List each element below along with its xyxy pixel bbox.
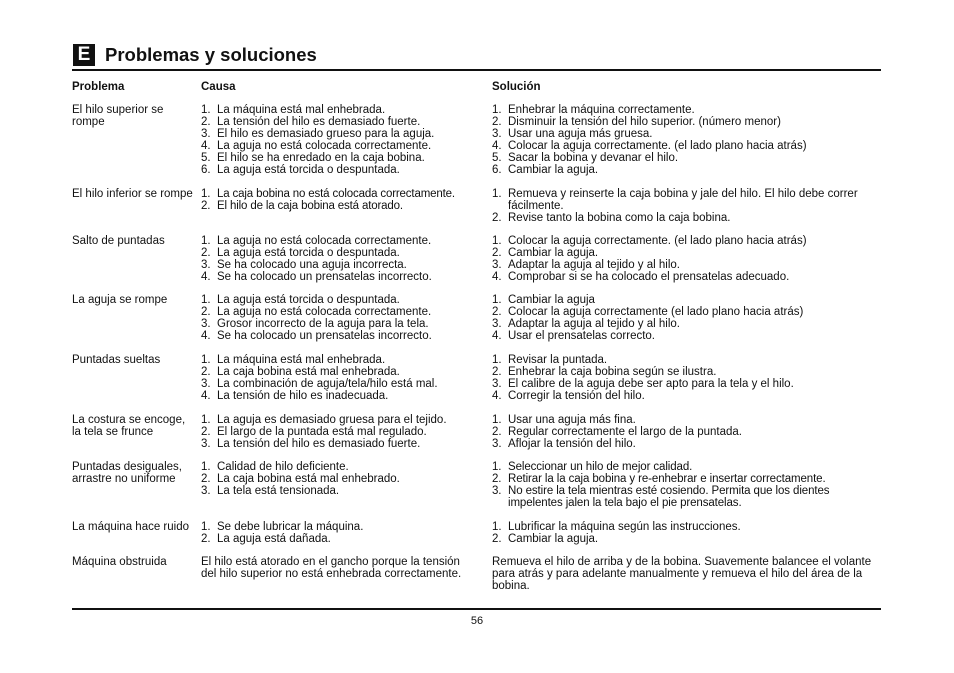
item-text: La aguja no está colocada correctamente. <box>217 306 432 318</box>
item-number: 1. <box>492 414 502 426</box>
item-text: La aguja está dañada. <box>217 533 331 545</box>
item-number: 1. <box>492 104 502 116</box>
list-item <box>201 533 489 545</box>
item-text: El hilo se ha enredado en la caja bobina. <box>217 152 425 164</box>
item-number: 1. <box>201 294 211 306</box>
item-text: La aguja está torcida o despuntada. <box>217 247 400 259</box>
list-item <box>201 473 489 485</box>
list-item <box>492 354 887 366</box>
list-item <box>492 104 887 116</box>
item-number: 3. <box>492 485 502 497</box>
item-number: 2. <box>492 366 502 378</box>
item-number: 2. <box>492 247 502 259</box>
item-text: Enhebrar la máquina correctamente. <box>508 104 695 116</box>
item-text: Lubrificar la máquina según las instrucciones. <box>508 521 741 533</box>
item-number: 2. <box>201 116 211 128</box>
item-number: 2. <box>201 473 211 485</box>
list-item <box>492 116 887 128</box>
column-header-solution: Solución <box>492 81 541 93</box>
item-text: La aguja no está colocada correctamente. <box>217 235 432 247</box>
item-text: Adaptar la aguja al tejido y al hilo. <box>508 259 680 271</box>
list-item <box>492 390 887 402</box>
list-item <box>492 426 887 438</box>
item-text: La aguja no está colocada correctamente. <box>217 140 432 152</box>
item-number: 5. <box>201 152 211 164</box>
list-item <box>201 116 489 128</box>
item-text: Se debe lubricar la máquina. <box>217 521 364 533</box>
cause-list <box>201 414 489 450</box>
item-number: 4. <box>492 390 502 402</box>
list-item <box>492 414 887 426</box>
cause-list <box>201 104 489 176</box>
item-number: 2. <box>201 200 211 212</box>
section-badge: E <box>73 44 95 66</box>
list-item <box>201 294 489 306</box>
item-text: Seleccionar un hilo de mejor calidad. <box>508 461 693 473</box>
item-text: La tensión del hilo es demasiado fuerte. <box>217 116 421 128</box>
item-number: 2. <box>201 306 211 318</box>
item-number: 3. <box>201 259 211 271</box>
item-text: Cambiar la aguja <box>508 294 595 306</box>
item-number: 4. <box>201 330 211 342</box>
cause-list <box>201 235 489 283</box>
problem-text: El hilo inferior se rompe <box>72 188 193 200</box>
list-item <box>201 104 489 116</box>
list-item <box>201 200 489 212</box>
item-text: La aguja está torcida o despuntada. <box>217 294 400 306</box>
list-item <box>492 306 887 318</box>
item-number: 3. <box>492 378 502 390</box>
list-item <box>492 188 887 212</box>
item-number: 2. <box>492 473 502 485</box>
item-text: La combinación de aguja/tela/hilo está mal. <box>217 378 438 390</box>
item-text: Usar una aguja más gruesa. <box>508 128 653 140</box>
item-text: Colocar la aguja correctamente (el lado plano hacia atrás) <box>508 306 804 318</box>
problem-text: Puntadas sueltas <box>72 354 161 366</box>
item-text: La caja bobina no está colocada correctamente. <box>217 188 455 200</box>
list-item <box>492 473 887 485</box>
solution-list <box>492 104 887 176</box>
list-item <box>201 235 489 247</box>
item-number: 1. <box>201 354 211 366</box>
item-number: 2. <box>492 212 502 224</box>
item-number: 4. <box>492 271 502 283</box>
item-number: 2. <box>201 366 211 378</box>
item-number: 4. <box>201 140 211 152</box>
item-number: 1. <box>201 104 211 116</box>
list-item <box>492 235 887 247</box>
list-item <box>201 259 489 271</box>
item-number: 3. <box>492 438 502 450</box>
item-text: Corregir la tensión del hilo. <box>508 390 645 402</box>
item-number: 5. <box>492 152 502 164</box>
item-number: 2. <box>201 426 211 438</box>
list-item <box>201 306 489 318</box>
solution-text: Remueva el hilo de arriba y de la bobina. Suavemente balancee el volante para atrás y para adelante manualmente y remueva el hilo del área de la bobina. <box>492 556 872 592</box>
item-number: 6. <box>201 164 211 176</box>
item-text: El largo de la puntada está mal regulado. <box>217 426 427 438</box>
item-text: Sacar la bobina y devanar el hilo. <box>508 152 679 164</box>
item-number: 1. <box>492 461 502 473</box>
item-number: 3. <box>201 438 211 450</box>
list-item <box>492 164 887 176</box>
list-item <box>201 485 489 497</box>
list-item <box>492 318 887 330</box>
top-divider <box>72 69 881 71</box>
list-item <box>492 533 887 545</box>
item-number: 4. <box>201 390 211 402</box>
list-item <box>492 366 887 378</box>
column-header-cause: Causa <box>201 81 236 93</box>
list-item <box>201 330 489 342</box>
item-text: Remueva y reinserte la caja bobina y jale del hilo. El hilo debe correr fácilmente. <box>508 188 858 212</box>
cause-list <box>201 521 489 545</box>
item-text: La caja bobina está mal enhebrada. <box>217 366 400 378</box>
item-text: La tela está tensionada. <box>217 485 340 497</box>
item-number: 6. <box>492 164 502 176</box>
item-text: La caja bobina está mal enhebrado. <box>217 473 400 485</box>
solution-list <box>492 354 887 402</box>
item-text: Regular correctamente el largo de la puntada. <box>508 426 742 438</box>
list-item <box>492 378 887 390</box>
list-item <box>492 330 887 342</box>
item-text: Se ha colocado una aguja incorrecta. <box>217 259 407 271</box>
list-item <box>492 152 887 164</box>
problem-text: Máquina obstruida <box>72 556 167 568</box>
cause-list <box>201 294 489 342</box>
item-text: La tensión de hilo es inadecuada. <box>217 390 389 402</box>
item-number: 3. <box>201 128 211 140</box>
solution-list <box>492 521 887 545</box>
item-text: Revise tanto la bobina como la caja bobina. <box>508 212 731 224</box>
column-header-problem: Problema <box>72 81 125 93</box>
list-item <box>201 188 489 200</box>
list-item <box>201 461 489 473</box>
item-text: El hilo de la caja bobina está atorado. <box>217 200 403 212</box>
item-text: Colocar la aguja correctamente. (el lado plano hacia atrás) <box>508 140 807 152</box>
item-text: La tensión del hilo es demasiado fuerte. <box>217 438 421 450</box>
item-number: 2. <box>492 306 502 318</box>
list-item <box>201 521 489 533</box>
item-number: 3. <box>492 128 502 140</box>
solution-list <box>492 461 887 509</box>
list-item <box>492 140 887 152</box>
problem-text: La aguja se rompe <box>72 294 168 306</box>
list-item <box>492 438 887 450</box>
item-number: 4. <box>492 140 502 152</box>
item-number: 1. <box>492 235 502 247</box>
item-text: Cambiar la aguja. <box>508 247 599 259</box>
list-item <box>492 259 887 271</box>
list-item <box>201 271 489 283</box>
item-number: 3. <box>492 318 502 330</box>
item-text: Se ha colocado un prensatelas incorrecto. <box>217 330 432 342</box>
item-text: Grosor incorrecto de la aguja para la tela. <box>217 318 429 330</box>
list-item <box>201 390 489 402</box>
cause-list <box>201 354 489 402</box>
item-number: 1. <box>201 188 211 200</box>
cause-list <box>201 461 489 497</box>
list-item <box>492 521 887 533</box>
page-number: 56 <box>470 615 484 627</box>
item-text: No estire la tela mientras esté cosiendo. Permita que los dientes impelentes jalen la tela bajo el pie prensatelas. <box>508 485 830 509</box>
list-item <box>201 414 489 426</box>
page-title: Problemas y soluciones <box>105 44 317 65</box>
item-number: 1. <box>492 294 502 306</box>
item-number: 4. <box>201 271 211 283</box>
list-item <box>201 438 489 450</box>
list-item <box>201 152 489 164</box>
item-number: 2. <box>201 247 211 259</box>
item-text: Retirar la la caja bobina y re-enhebrar e insertar correctamente. <box>508 473 826 485</box>
list-item <box>201 366 489 378</box>
item-number: 3. <box>201 485 211 497</box>
item-text: Adaptar la aguja al tejido y al hilo. <box>508 318 680 330</box>
item-number: 1. <box>201 521 211 533</box>
item-number: 1. <box>201 461 211 473</box>
list-item <box>492 294 887 306</box>
item-text: La máquina está mal enhebrada. <box>217 354 386 366</box>
item-text: La aguja es demasiado gruesa para el tejido. <box>217 414 447 426</box>
item-text: Revisar la puntada. <box>508 354 608 366</box>
list-item <box>201 354 489 366</box>
item-text: Cambiar la aguja. <box>508 164 599 176</box>
item-number: 1. <box>201 414 211 426</box>
list-item <box>201 318 489 330</box>
item-number: 2. <box>492 426 502 438</box>
item-text: El calibre de la aguja debe ser apto para la tela y el hilo. <box>508 378 794 390</box>
item-text: La aguja está torcida o despuntada. <box>217 164 400 176</box>
item-number: 1. <box>492 521 502 533</box>
item-number: 2. <box>201 533 211 545</box>
item-text: Disminuir la tensión del hilo superior. (número menor) <box>508 116 781 128</box>
list-item <box>492 247 887 259</box>
item-text: Enhebrar la caja bobina según se ilustra. <box>508 366 717 378</box>
item-number: 3. <box>201 318 211 330</box>
list-item <box>492 212 887 224</box>
list-item <box>492 461 887 473</box>
problem-text: La costura se encoge, la tela se frunce <box>72 414 186 438</box>
list-item <box>492 485 887 509</box>
solution-list <box>492 235 887 283</box>
list-item <box>492 128 887 140</box>
item-number: 2. <box>492 116 502 128</box>
section-header <box>73 44 317 66</box>
item-text: Usar el prensatelas correcto. <box>508 330 656 342</box>
problem-text: Salto de puntadas <box>72 235 165 247</box>
list-item <box>492 271 887 283</box>
item-text: Comprobar si se ha colocado el prensatelas adecuado. <box>508 271 790 283</box>
bottom-divider <box>72 608 881 610</box>
list-item <box>201 426 489 438</box>
item-number: 4. <box>492 330 502 342</box>
solution-list <box>492 414 887 450</box>
list-item <box>201 128 489 140</box>
item-number: 1. <box>201 235 211 247</box>
item-text: Cambiar la aguja. <box>508 533 599 545</box>
item-text: La máquina está mal enhebrada. <box>217 104 386 116</box>
list-item <box>201 140 489 152</box>
item-number: 1. <box>492 188 502 200</box>
item-text: Usar una aguja más fina. <box>508 414 636 426</box>
item-text: Se ha colocado un prensatelas incorrecto. <box>217 271 432 283</box>
solution-list <box>492 188 887 224</box>
item-text: El hilo es demasiado grueso para la aguja. <box>217 128 435 140</box>
cause-text: El hilo está atorado en el gancho porque la tensión del hilo superior no está enhebrada correctamente. <box>201 556 462 580</box>
item-text: Aflojar la tensión del hilo. <box>508 438 636 450</box>
item-text: Colocar la aguja correctamente. (el lado plano hacia atrás) <box>508 235 807 247</box>
item-number: 3. <box>201 378 211 390</box>
item-number: 3. <box>492 259 502 271</box>
list-item <box>201 378 489 390</box>
cause-list <box>201 188 489 212</box>
problem-text: El hilo superior se rompe <box>72 104 164 128</box>
list-item <box>201 164 489 176</box>
item-number: 1. <box>492 354 502 366</box>
problem-text: La máquina hace ruido <box>72 521 189 533</box>
item-number: 2. <box>492 533 502 545</box>
solution-list <box>492 294 887 342</box>
problem-text: Puntadas desiguales, arrastre no uniforme <box>72 461 182 485</box>
item-text: Calidad de hilo deficiente. <box>217 461 349 473</box>
list-item <box>201 247 489 259</box>
